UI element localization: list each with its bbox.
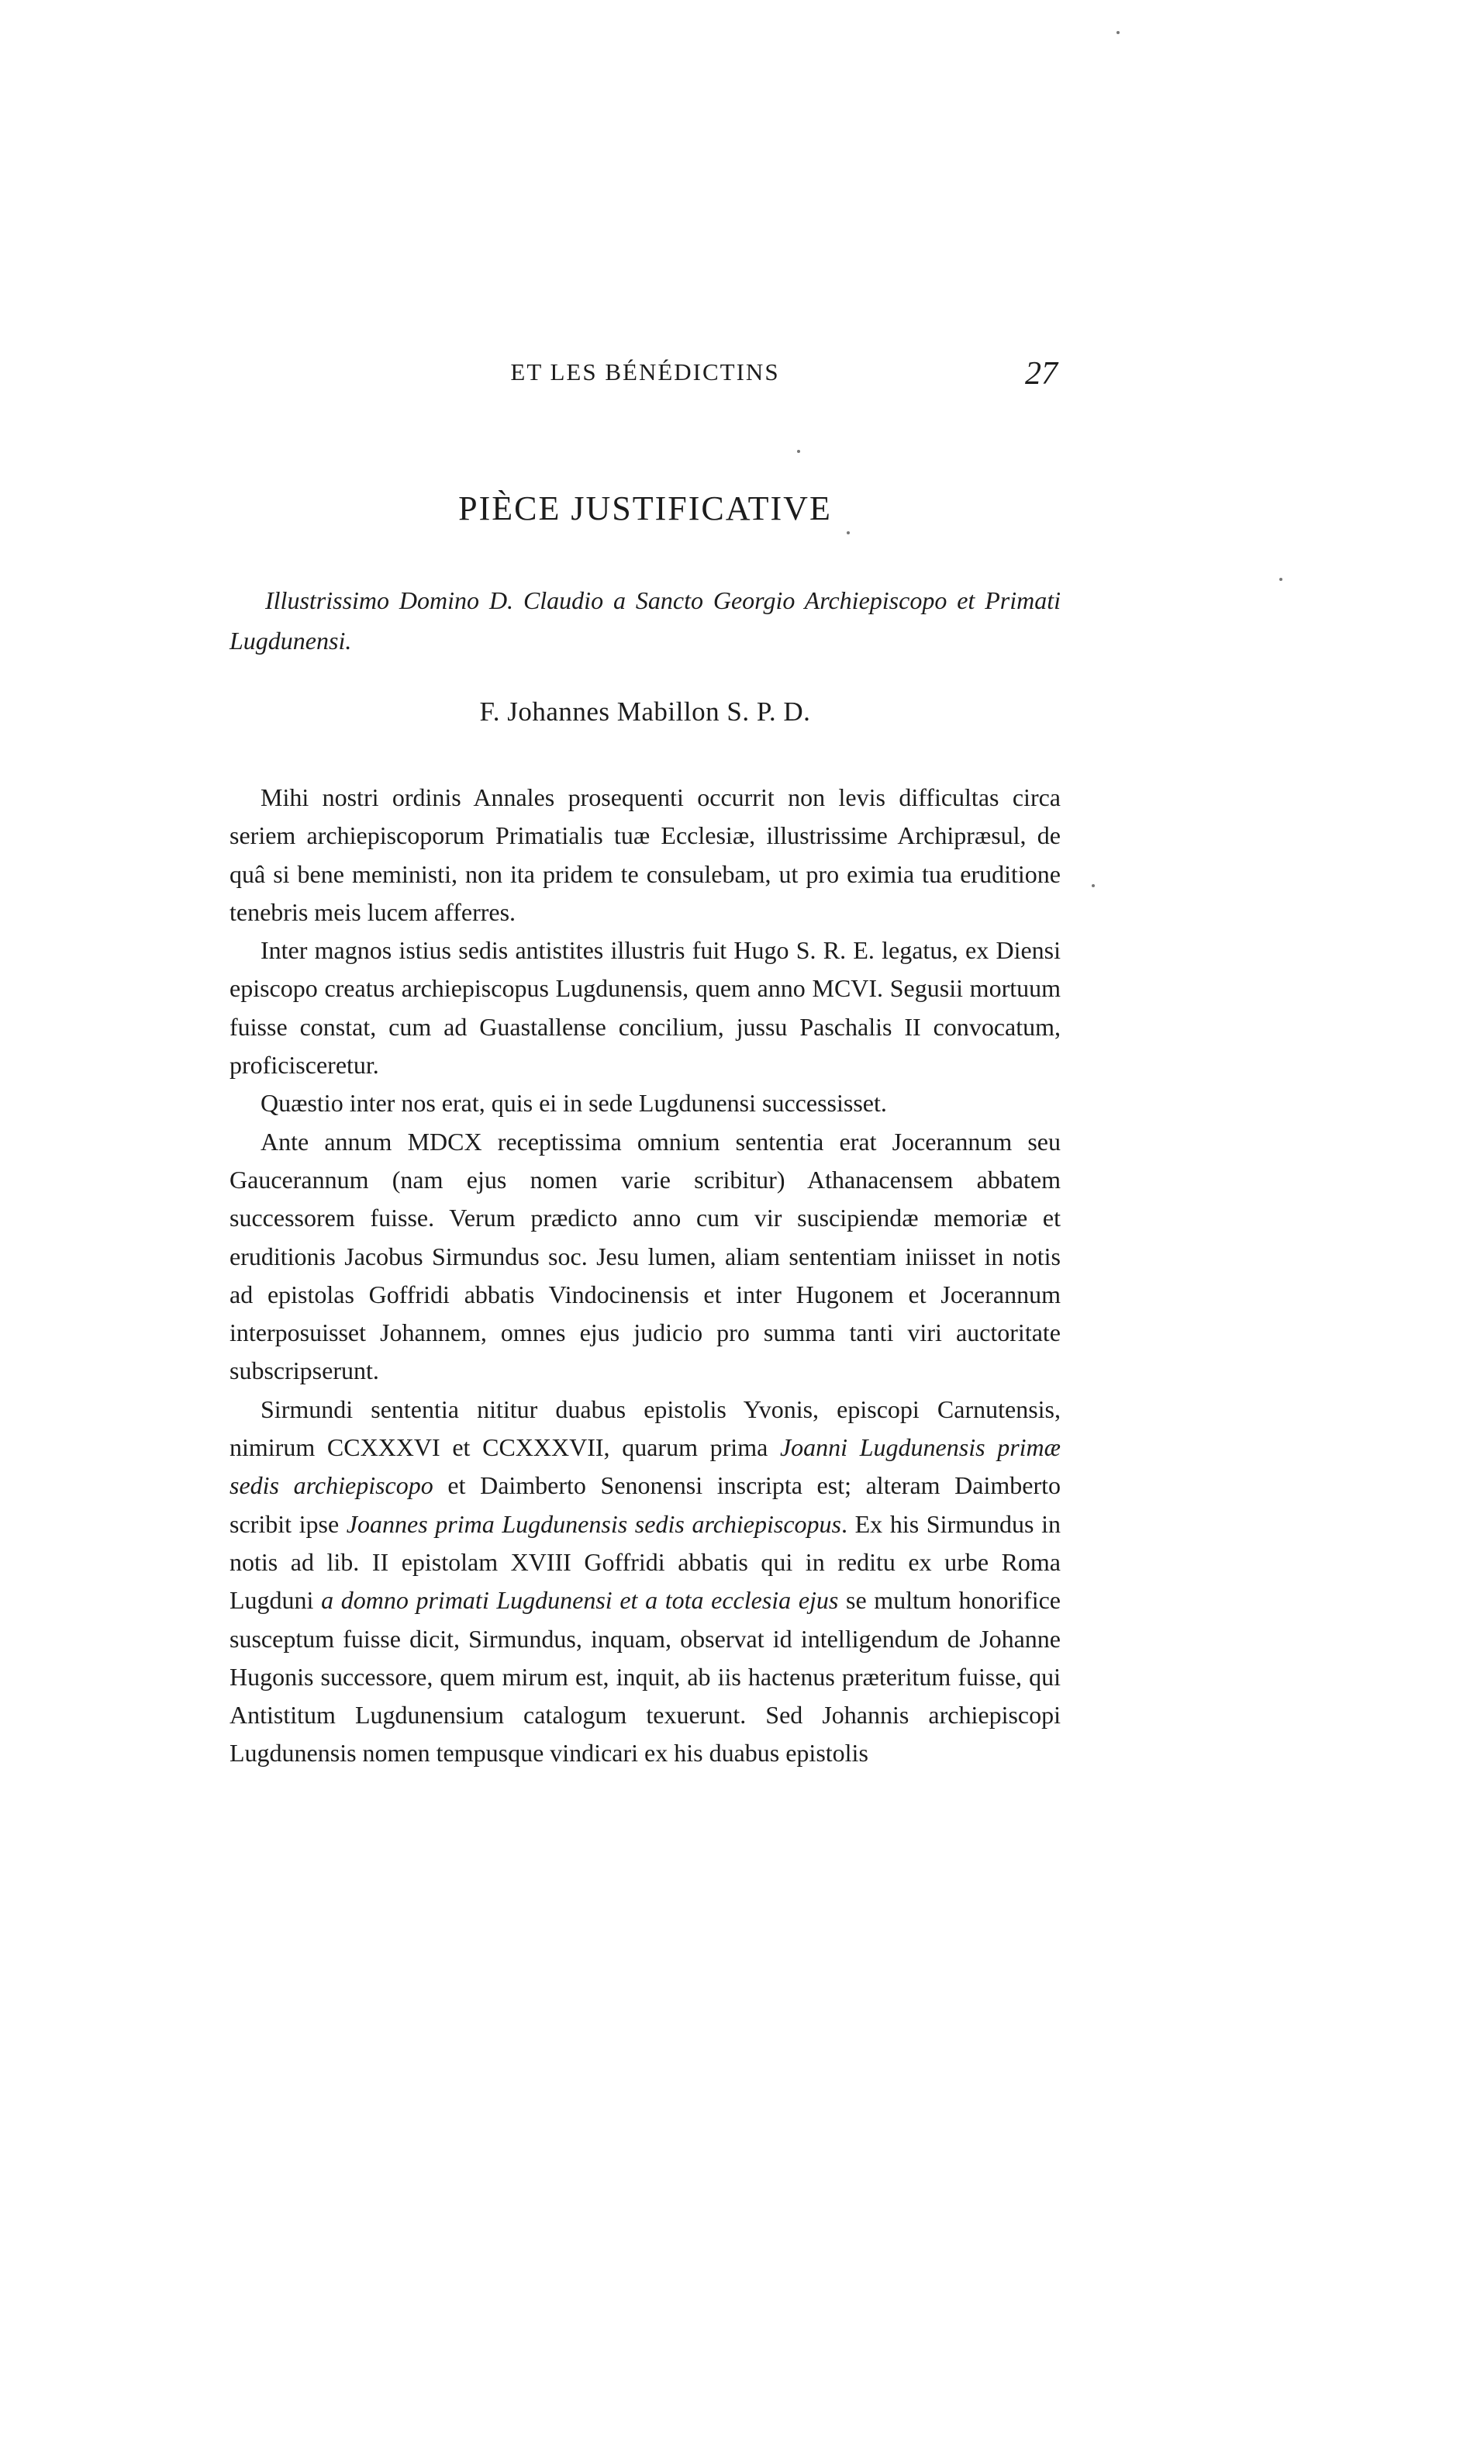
- running-head: [230, 355, 1061, 399]
- text-run: Quæstio inter nos erat, quis ei in sede Lugdunensi successisset.: [261, 1089, 887, 1118]
- speck: [1116, 31, 1120, 34]
- italic-citation: Joanni Lugdunensis primæ sedis archiepiscopo: [230, 1433, 1061, 1500]
- salutation-line: F. Johannes Mabillon S. P. D.: [479, 696, 811, 727]
- page-number: 27: [1025, 356, 1058, 392]
- speck: [1279, 578, 1282, 581]
- paragraph: [230, 1084, 1061, 1122]
- dedication-address: Illustrissimo Domino D. Claudio a Sancto Georgio Archiepiscopo et Primati Lugdunensi.: [230, 586, 1061, 655]
- text-run: Sirmundi sententia nititur duabus epistolis Yvonis, episcopi Carnutensis, nimirum CCXXXVI et CCXXXVII, quarum prima: [230, 1394, 1061, 1462]
- text-run: Mihi nostri ordinis Annales prosequenti occurrit non levis difficultas circa seriem archiepiscoporum Primatialis tuæ Ecclesiæ, illustrissime Archipræsul, de quâ si bene meministi, non ita pridem te consulebam, ut pro eximia tua eruditione tenebris meis lucem afferres.: [230, 783, 1061, 926]
- text-run: . Ex his Sirmundus in notis ad lib. II epistolam XVIII Goffridi abbatis qui in reditu ex urbe Roma Lugduni: [230, 1509, 1061, 1615]
- text-run: Ante annum MDCX receptissima omnium sententia erat Jocerannum seu Gaucerannum (nam ejus nomen varie scribitur) Athanacensem abbatem successorem fuisse. Verum prædicto anno cum vir suscipiendæ memoriæ et eruditionis Jacobus Sirmundus soc. Jesu lumen, aliam sententiam iniisset in notis ad epistolas Goffridi abbatis Vindocinensis et inter Hugonem et Jocerannum interposuisset Johannem, omnes ejus judicio pro summa tanti viri auctoritate subscripserunt.: [230, 1127, 1061, 1385]
- paragraph: [230, 779, 1061, 931]
- speck: [1092, 884, 1095, 887]
- paragraph: [230, 1123, 1061, 1391]
- section-title: PIÈCE JUSTIFICATIVE: [458, 489, 832, 527]
- italic-citation: Joannes prima Lugdunensis sedis archiepiscopus: [346, 1509, 841, 1538]
- paragraph: [230, 1391, 1061, 1773]
- speck: [847, 531, 850, 534]
- italic-citation: a domno primati Lugdunensi et a tota ecclesia ejus: [321, 1586, 839, 1615]
- running-title: ET LES BÉNÉDICTINS: [510, 358, 780, 385]
- paragraph: [230, 931, 1061, 1084]
- text-run: Inter magnos istius sedis antistites illustris fuit Hugo S. R. E. legatus, ex Diensi episcopo creatus archiepiscopus Lugdunensis, quem anno MCVI. Segusii mortuum fuisse constat, cum ad Guastallense concilium, jussu Paschalis II convocatum, proficisceretur.: [230, 936, 1061, 1080]
- letter-body: [230, 779, 1061, 1773]
- text-run: se multum honorifice susceptum fuisse dicit, Sirmundus, inquam, observat id intelligendum de Johanne Hugonis successore, quem mirum est, inquit, ab iis hactenus præteritum fuisse, qui Antistitum Lugdunensium catalogum texuerunt. Sed Johannis archiepiscopi Lugdunensis nomen tempusque vindicari ex his duabus epistolis: [230, 1586, 1061, 1768]
- speck: [797, 450, 800, 453]
- text-run: et Daimberto Senonensi inscripta est; alteram Daimberto scribit ipse: [230, 1471, 1061, 1538]
